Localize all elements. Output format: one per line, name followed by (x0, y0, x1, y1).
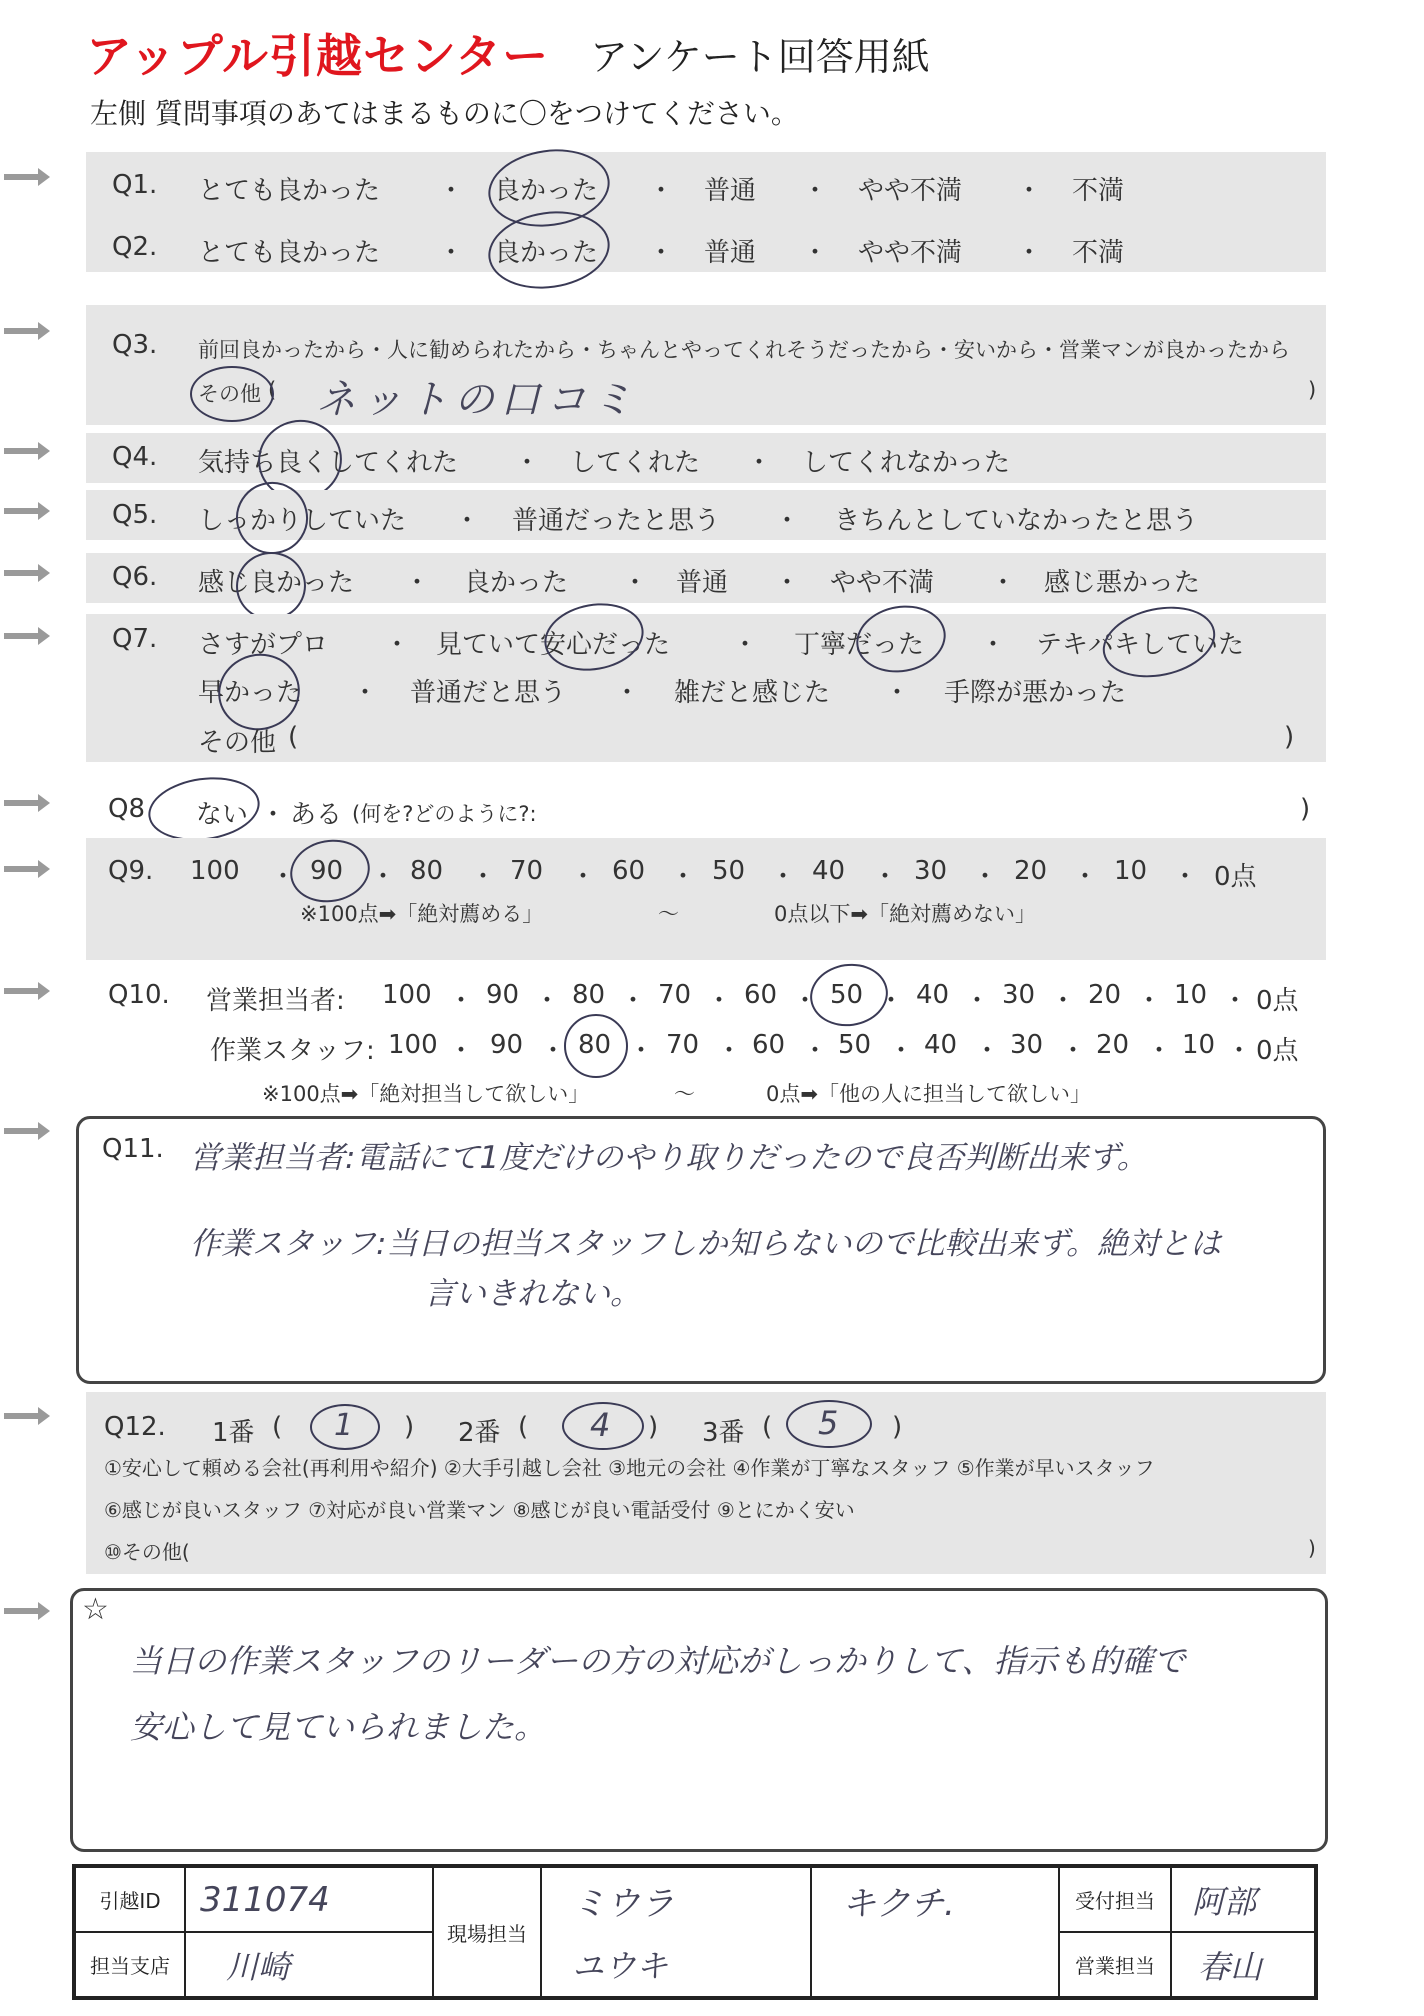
dot-separator: ・ (1136, 986, 1163, 1016)
q3-options-line[interactable]: 前回良かったから・人に勧められたから・ちゃんとやってくれそうだったから・安いから・営業マンが良かったから (198, 338, 1290, 362)
q4-option[interactable]: してくれなかった (802, 448, 1011, 478)
open-paren: ( (288, 722, 299, 752)
q12-rank3-label: 3番 (702, 1418, 745, 1448)
q9-score[interactable]: 10 (1114, 856, 1148, 886)
q10-sales-score[interactable]: 60 (744, 980, 778, 1010)
margin-arrow-icon (2, 1405, 52, 1427)
margin-arrow-icon (2, 1120, 52, 1142)
q12-rank1-value: 1 (334, 1408, 354, 1443)
q6-option[interactable]: 良かった (464, 568, 569, 598)
open-paren: ( (268, 378, 277, 402)
q3-band (86, 305, 1326, 425)
q6-option[interactable]: 感じ良かった (198, 568, 355, 598)
margin-arrow-icon (2, 625, 52, 647)
dot-separator: ・ (706, 986, 733, 1016)
q5-option[interactable]: しっかりしていた (198, 506, 407, 536)
q7-option[interactable]: さすがプロ (198, 630, 329, 660)
q7-option[interactable]: 手際が悪かった (944, 678, 1127, 708)
q10-sales-score[interactable]: 90 (486, 980, 520, 1010)
q9-score[interactable]: 80 (410, 856, 444, 886)
free-comment-line: 当日の作業スタッフのリーダーの方の対応がしっかりして、指示も的確で (130, 1642, 1186, 1680)
q12-rank3-value: 5 (818, 1404, 839, 1442)
id-handwritten: 311074 (200, 1879, 330, 1920)
q10-staff-score[interactable]: 0点 (1256, 1036, 1299, 1066)
q2-option[interactable]: 不満 (1072, 238, 1125, 268)
reception-handwritten: 阿部 (1192, 1882, 1257, 1921)
sales-value (1171, 1932, 1316, 1998)
dot-separator: ・ (884, 678, 911, 708)
q12-rank2-label: 2番 (458, 1418, 501, 1448)
q10-staff-score[interactable]: 100 (388, 1030, 438, 1060)
q1-option[interactable]: 普通 (704, 176, 757, 206)
dot-separator: ・ (570, 862, 597, 892)
branch-label: 担当支店 (74, 1932, 185, 1998)
dot-separator: ・ (370, 862, 397, 892)
q3-number: Q3. (112, 330, 158, 360)
site-handwritten: ミウラ (572, 1883, 674, 1924)
branch-value (185, 1932, 433, 1998)
q7-number: Q7. (112, 624, 158, 654)
q10-staff-score[interactable]: 50 (838, 1030, 872, 1060)
dot-separator: ・ (878, 986, 905, 1016)
site-value-bottom (541, 1932, 811, 1998)
q5-number: Q5. (112, 500, 158, 530)
dot-separator: ・ (872, 862, 899, 892)
dot-separator: ・ (448, 1036, 475, 1066)
dot-separator: ・ (622, 568, 649, 598)
dot-separator: ・ (802, 238, 829, 268)
dot-separator: ・ (792, 986, 819, 1016)
q9-score[interactable]: 70 (510, 856, 544, 886)
q10-sales-score[interactable]: 80 (572, 980, 606, 1010)
dot-separator: ・ (980, 630, 1007, 660)
q1-option[interactable]: やや不満 (858, 176, 963, 206)
selection-circle (562, 1402, 644, 1450)
q9-note-left: ※100点➡「絶対薦める」 (300, 902, 544, 926)
site-handwritten: ユウキ (572, 1947, 669, 1985)
free-comment-line: 安心して見ていられました。 (130, 1708, 547, 1746)
margin-arrow-icon (2, 858, 52, 880)
q8-number: Q8 (108, 794, 146, 824)
q10-staff-score[interactable]: 20 (1096, 1030, 1130, 1060)
dot-separator: ・ (774, 506, 801, 536)
q9-score[interactable]: 100 (190, 856, 240, 886)
site-value-right (811, 1866, 1059, 1932)
dot-separator: ・ (1146, 1036, 1173, 1066)
q11-handwritten-line: 作業スタッフ:当日の担当スタッフしか知らないので比較出来ず。絶対とは (190, 1226, 1221, 1262)
q2-option[interactable]: やや不満 (858, 238, 963, 268)
dot-separator: ・ (974, 1036, 1001, 1066)
q10-sales-label: 営業担当者: (206, 986, 345, 1016)
q4-option[interactable]: 気持ち良くしてくれた (198, 448, 459, 478)
dot-separator: ・ (802, 1036, 829, 1066)
close-paren: ) (1284, 722, 1295, 752)
dot-separator: ・ (514, 448, 541, 478)
dot-separator: ・ (454, 506, 481, 536)
margin-arrow-icon (2, 1600, 52, 1622)
dot-separator: ・ (746, 448, 773, 478)
q9-score[interactable]: 90 (310, 856, 344, 886)
tilde: 〜 (658, 902, 679, 926)
dot-separator: ・ (270, 862, 297, 892)
q8-option-no[interactable]: ない (196, 800, 249, 830)
q7-option[interactable]: 丁寧だった (794, 630, 925, 660)
q10-sales-score[interactable]: 40 (916, 980, 950, 1010)
q12-rank1-label: 1番 (212, 1418, 255, 1448)
q10-staff-score[interactable]: 80 (578, 1030, 612, 1060)
dot-separator: ・ (1050, 986, 1077, 1016)
q12-rank2-value: 4 (590, 1406, 611, 1444)
sales-handwritten: 春山 (1198, 1947, 1263, 1986)
dot-separator: ・ (648, 238, 675, 268)
margin-arrow-icon (2, 562, 52, 584)
dot-separator: ・ (1016, 176, 1043, 206)
q2-option[interactable]: 良かった (494, 238, 599, 268)
q6-option[interactable]: 普通 (676, 568, 729, 598)
selection-circle (190, 366, 277, 422)
margin-arrow-icon (2, 166, 52, 188)
dot-separator: ・ (352, 678, 379, 708)
q7-option[interactable]: 雑だと感じた (674, 678, 831, 708)
q11-number: Q11. (102, 1134, 164, 1164)
site-handwritten: キクチ. (842, 1883, 955, 1924)
q7-option[interactable]: 早かった (198, 678, 303, 708)
site-value-empty (811, 1932, 1059, 1998)
q10-sales-score[interactable]: 100 (382, 980, 432, 1010)
close-paren: ) (892, 1412, 903, 1442)
q11-handwritten-line: 営業担当者:電話にて1度だけのやり取りだったので良否判断出来ず。 (190, 1140, 1148, 1176)
q2-number: Q2. (112, 232, 158, 262)
selection-circle (806, 959, 892, 1031)
q7-option[interactable]: 普通だと思う (410, 678, 567, 708)
q1-option[interactable]: とても良かった (198, 176, 381, 206)
q5-option[interactable]: 普通だったと思う (512, 506, 721, 536)
close-paren: ) (404, 1412, 415, 1442)
q6-option[interactable]: 感じ悪かった (1044, 568, 1201, 598)
dot-separator: ・ (716, 1036, 743, 1066)
q9-score[interactable]: 0点 (1214, 862, 1257, 892)
instruction-text: 左側 質問事項のあてはまるものに〇をつけてください。 (90, 97, 799, 130)
q10-staff-score[interactable]: 60 (752, 1030, 786, 1060)
dot-separator: ・ (972, 862, 999, 892)
dot-separator: ・ (404, 568, 431, 598)
close-paren: ) (1308, 1536, 1316, 1560)
q9-number: Q9. (108, 856, 154, 886)
q10-staff-score[interactable]: 90 (490, 1030, 524, 1060)
q10-staff-score[interactable]: 10 (1182, 1030, 1216, 1060)
dot-separator: ・ (732, 630, 759, 660)
dot-separator: ・ (614, 678, 641, 708)
selection-circle (310, 1404, 380, 1450)
dot-separator: ・ (534, 986, 561, 1016)
id-label: 引越ID (74, 1866, 185, 1932)
selection-circle (786, 1400, 872, 1448)
q12-number: Q12. (104, 1412, 166, 1442)
dot-separator: ・ (1226, 1036, 1253, 1066)
q12-options-line: ①安心して頼める会社(再利用や紹介) ②大手引越し会社 ③地元の会社 ④作業が丁寧なスタッフ ⑤作業が早いスタッフ (104, 1456, 1155, 1480)
dot-separator: ・ (1072, 862, 1099, 892)
dot-separator: ・ (648, 176, 675, 206)
open-paren: ( (272, 1412, 283, 1442)
q12-options-line: ⑥感じが良いスタッフ ⑦対応が良い営業マン ⑧感じが良い電話受付 ⑨とにかく安い (104, 1498, 855, 1522)
dot-separator: ・ (628, 1036, 655, 1066)
q3-other-label[interactable]: その他 (198, 382, 261, 406)
reception-label: 受付担当 (1059, 1866, 1171, 1932)
dot-separator: ・ (990, 568, 1017, 598)
reception-value (1171, 1866, 1316, 1932)
branch-handwritten: 川崎 (226, 1947, 291, 1986)
margin-arrow-icon (2, 500, 52, 522)
q10-number: Q10. (108, 980, 170, 1010)
dot-separator: ・ (964, 986, 991, 1016)
close-paren: ) (1308, 378, 1317, 402)
margin-arrow-icon (2, 440, 52, 462)
open-paren: ( (762, 1412, 773, 1442)
dot-separator: ・ (802, 176, 829, 206)
close-paren: ) (1300, 794, 1311, 824)
q10-sales-score[interactable]: 0点 (1256, 986, 1299, 1016)
selection-circle (564, 1014, 628, 1078)
q10-sales-score[interactable]: 10 (1174, 980, 1208, 1010)
q6-number: Q6. (112, 562, 158, 592)
dot-separator: ・ (620, 986, 647, 1016)
q12-other-label[interactable]: ⑩その他( (104, 1540, 190, 1564)
q7-other-label[interactable]: その他 (198, 728, 277, 758)
form-title: アンケート回答用紙 (590, 35, 930, 79)
q10-sales-score[interactable]: 30 (1002, 980, 1036, 1010)
q7-option[interactable]: 見ていて安心だった (436, 630, 671, 660)
q9-score[interactable]: 60 (612, 856, 646, 886)
dot-separator: ・ (774, 568, 801, 598)
q5-option[interactable]: きちんとしていなかったと思う (834, 506, 1199, 536)
q4-option[interactable]: してくれた (570, 448, 701, 478)
dot-separator: ・ (438, 238, 465, 268)
q10-sales-score[interactable]: 50 (830, 980, 864, 1010)
q1-number: Q1. (112, 170, 158, 200)
dot-separator: ・ (470, 862, 497, 892)
q10-staff-score[interactable]: 30 (1010, 1030, 1044, 1060)
dot-separator: ・ (1172, 862, 1199, 892)
brand-name: アップル引越センター (86, 29, 550, 83)
q9-note-right: 0点以下➡「絶対薦めない」 (774, 902, 1036, 926)
q9-score[interactable]: 40 (812, 856, 846, 886)
dot-separator: ・ (1222, 986, 1249, 1016)
q3-handwritten-answer: ネットの口コミ (316, 377, 638, 423)
q10-staff-label: 作業スタッフ: (210, 1036, 375, 1066)
dot-separator: ・ (438, 176, 465, 206)
footer-table (72, 1864, 1318, 2000)
q7-option[interactable]: テキパキしていた (1036, 630, 1245, 660)
q9-score[interactable]: 20 (1014, 856, 1048, 886)
q9-score[interactable]: 30 (914, 856, 948, 886)
q10-note-right: 0点➡「他の人に担当して欲しい」 (766, 1082, 1091, 1106)
q6-option[interactable]: やや不満 (830, 568, 935, 598)
selection-circle (144, 771, 264, 848)
q2-option[interactable]: とても良かった (198, 238, 381, 268)
tilde: 〜 (674, 1082, 695, 1106)
q9-score[interactable]: 50 (712, 856, 746, 886)
q2-option[interactable]: 普通 (704, 238, 757, 268)
star-icon: ☆ (82, 1592, 109, 1627)
site-value-top (541, 1866, 811, 1932)
q11-handwritten-line: 言いきれない。 (424, 1276, 641, 1312)
q10-staff-score[interactable]: 40 (924, 1030, 958, 1060)
margin-arrow-icon (2, 980, 52, 1002)
q10-note-left: ※100点➡「絶対担当して欲しい」 (262, 1082, 590, 1106)
sales-label: 営業担当 (1059, 1932, 1171, 1998)
margin-arrow-icon (2, 792, 52, 814)
q10-sales-score[interactable]: 20 (1088, 980, 1122, 1010)
dot-separator: ・ (1060, 1036, 1087, 1066)
id-value (185, 1866, 433, 1932)
q8-option-yes[interactable]: ある (290, 800, 343, 830)
open-paren: ( (518, 1412, 529, 1442)
q1-option[interactable]: 良かった (494, 176, 599, 206)
dot-separator: ・ (1016, 238, 1043, 268)
close-paren: ) (648, 1412, 659, 1442)
dot-separator: ・ (260, 800, 287, 830)
dot-separator: ・ (384, 630, 411, 660)
q10-sales-score[interactable]: 70 (658, 980, 692, 1010)
dot-separator: ・ (670, 862, 697, 892)
q10-staff-score[interactable]: 70 (666, 1030, 700, 1060)
dot-separator: ・ (770, 862, 797, 892)
dot-separator: ・ (888, 1036, 915, 1066)
dot-separator: ・ (540, 1036, 567, 1066)
dot-separator: ・ (448, 986, 475, 1016)
margin-arrow-icon (2, 320, 52, 342)
q8-prompt: (何を?どのように?: (352, 802, 537, 826)
site-label: 現場担当 (433, 1866, 541, 1998)
q4-number: Q4. (112, 442, 158, 472)
q1-option[interactable]: 不満 (1072, 176, 1125, 206)
